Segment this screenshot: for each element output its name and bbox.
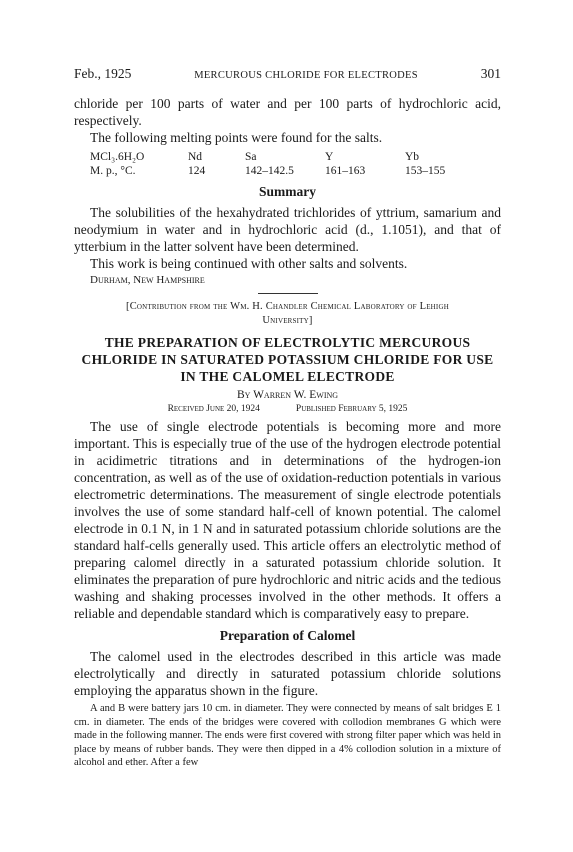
contribution-line: University] — [262, 315, 313, 326]
table-cell: Nd — [188, 151, 203, 163]
previous-article-continuation: chloride per 100 parts of water and per 100 parts of hydrochloric acid, respectively. — [74, 96, 501, 128]
table-row — [90, 164, 445, 178]
summary-paragraph: The solubilities of the hexahydrated trichlorides of yttrium, samarium and neodymium in water and in hydrochloric acid (d., 1.1051), and that of ytterbium in the latter solvent have been determined. — [74, 205, 501, 254]
table-cell: Yb — [405, 151, 420, 163]
article-title: THE PREPARATION OF ELECTROLYTIC MERCUROUS CHLORIDE IN SATURATED POTASSIUM CHLORIDE FOR USE IN THE CALOMEL ELECTRODE — [81, 335, 494, 384]
table-cell: 153–155 — [405, 165, 446, 177]
table-cell: M. p., °C. — [90, 165, 136, 177]
summary-paragraph-2: This work is being continued with other salts and solvents. — [90, 256, 408, 271]
running-head — [74, 0, 501, 82]
page-number: 301 — [480, 66, 501, 81]
table-cell: 124 — [188, 165, 206, 177]
article-dates — [74, 404, 501, 414]
section-heading: Preparation of Calomel — [219, 628, 356, 643]
apparatus-description: A and B were battery jars 10 cm. in diameter. They were connected by means of salt bridges E 1 cm. in diameter. The ends of the bridges were covered with collodion membranes G which were made in the following manner. The ends were first covered with strong filter paper which was held in place by means of rubber bands. They were then dipped in a 4% collodion solution in a mixture of alcohol and ether. After a few — [74, 703, 501, 768]
article-paragraph: The calomel used in the electrodes described in this article was made electrolytically and directly in saturated potassium chloride solutions employing the apparatus shown in the figure. — [74, 649, 501, 698]
running-head-date: Feb., 1925 — [74, 66, 132, 81]
published-date: Published February 5, 1925 — [295, 404, 408, 414]
article-paragraph: The use of single electrode potentials is becoming more and more important. This is especially true of the use of the hydrogen electrode potential in acidimetric titrations and in determinations of the hydrogen-ion concentration, as well as of the use of oxidation-reduction potentials in various electrometric determinations. The measurement of single electrode potentials involves the use of some standard half-cell of known potential. The calomel electrode in 0.1 N, in 1 N and in saturated potassium chloride solutions are the standard half-cells generally used. This article offers an electrolytic method of preparing calomel directly in a saturated potassium chloride solution. It eliminates the preparation of pure hydrochloric and nitric acids and the tedious washing and shaking processes involved in the other methods. It offers a reliable and dependable standard which is comparatively easy to prepare. — [74, 419, 501, 621]
received-date: Received June 20, 1924 — [167, 404, 260, 414]
table-header-row — [90, 150, 445, 164]
author-location: Durham, New Hampshire — [90, 274, 205, 286]
table-cell: Sa — [245, 151, 257, 163]
running-head-title: MERCUROUS CHLORIDE FOR ELECTRODES — [194, 70, 418, 81]
melting-points-intro: The following melting points were found for the salts. — [90, 130, 383, 145]
article-byline: By Warren W. Ewing — [236, 389, 339, 401]
melting-points-table — [90, 150, 445, 178]
table-cell: 142–142.5 — [245, 165, 294, 177]
contribution-line: [Contribution from the Wm. H. Chandler Chemical Laboratory of Lehigh — [126, 301, 449, 312]
contribution-note — [74, 300, 501, 328]
summary-heading: Summary — [259, 184, 316, 199]
section-divider — [258, 293, 318, 294]
table-cell: MCl₃.6H₂O — [90, 151, 145, 163]
table-cell: Y — [325, 151, 334, 163]
table-cell: 161–163 — [325, 165, 366, 177]
